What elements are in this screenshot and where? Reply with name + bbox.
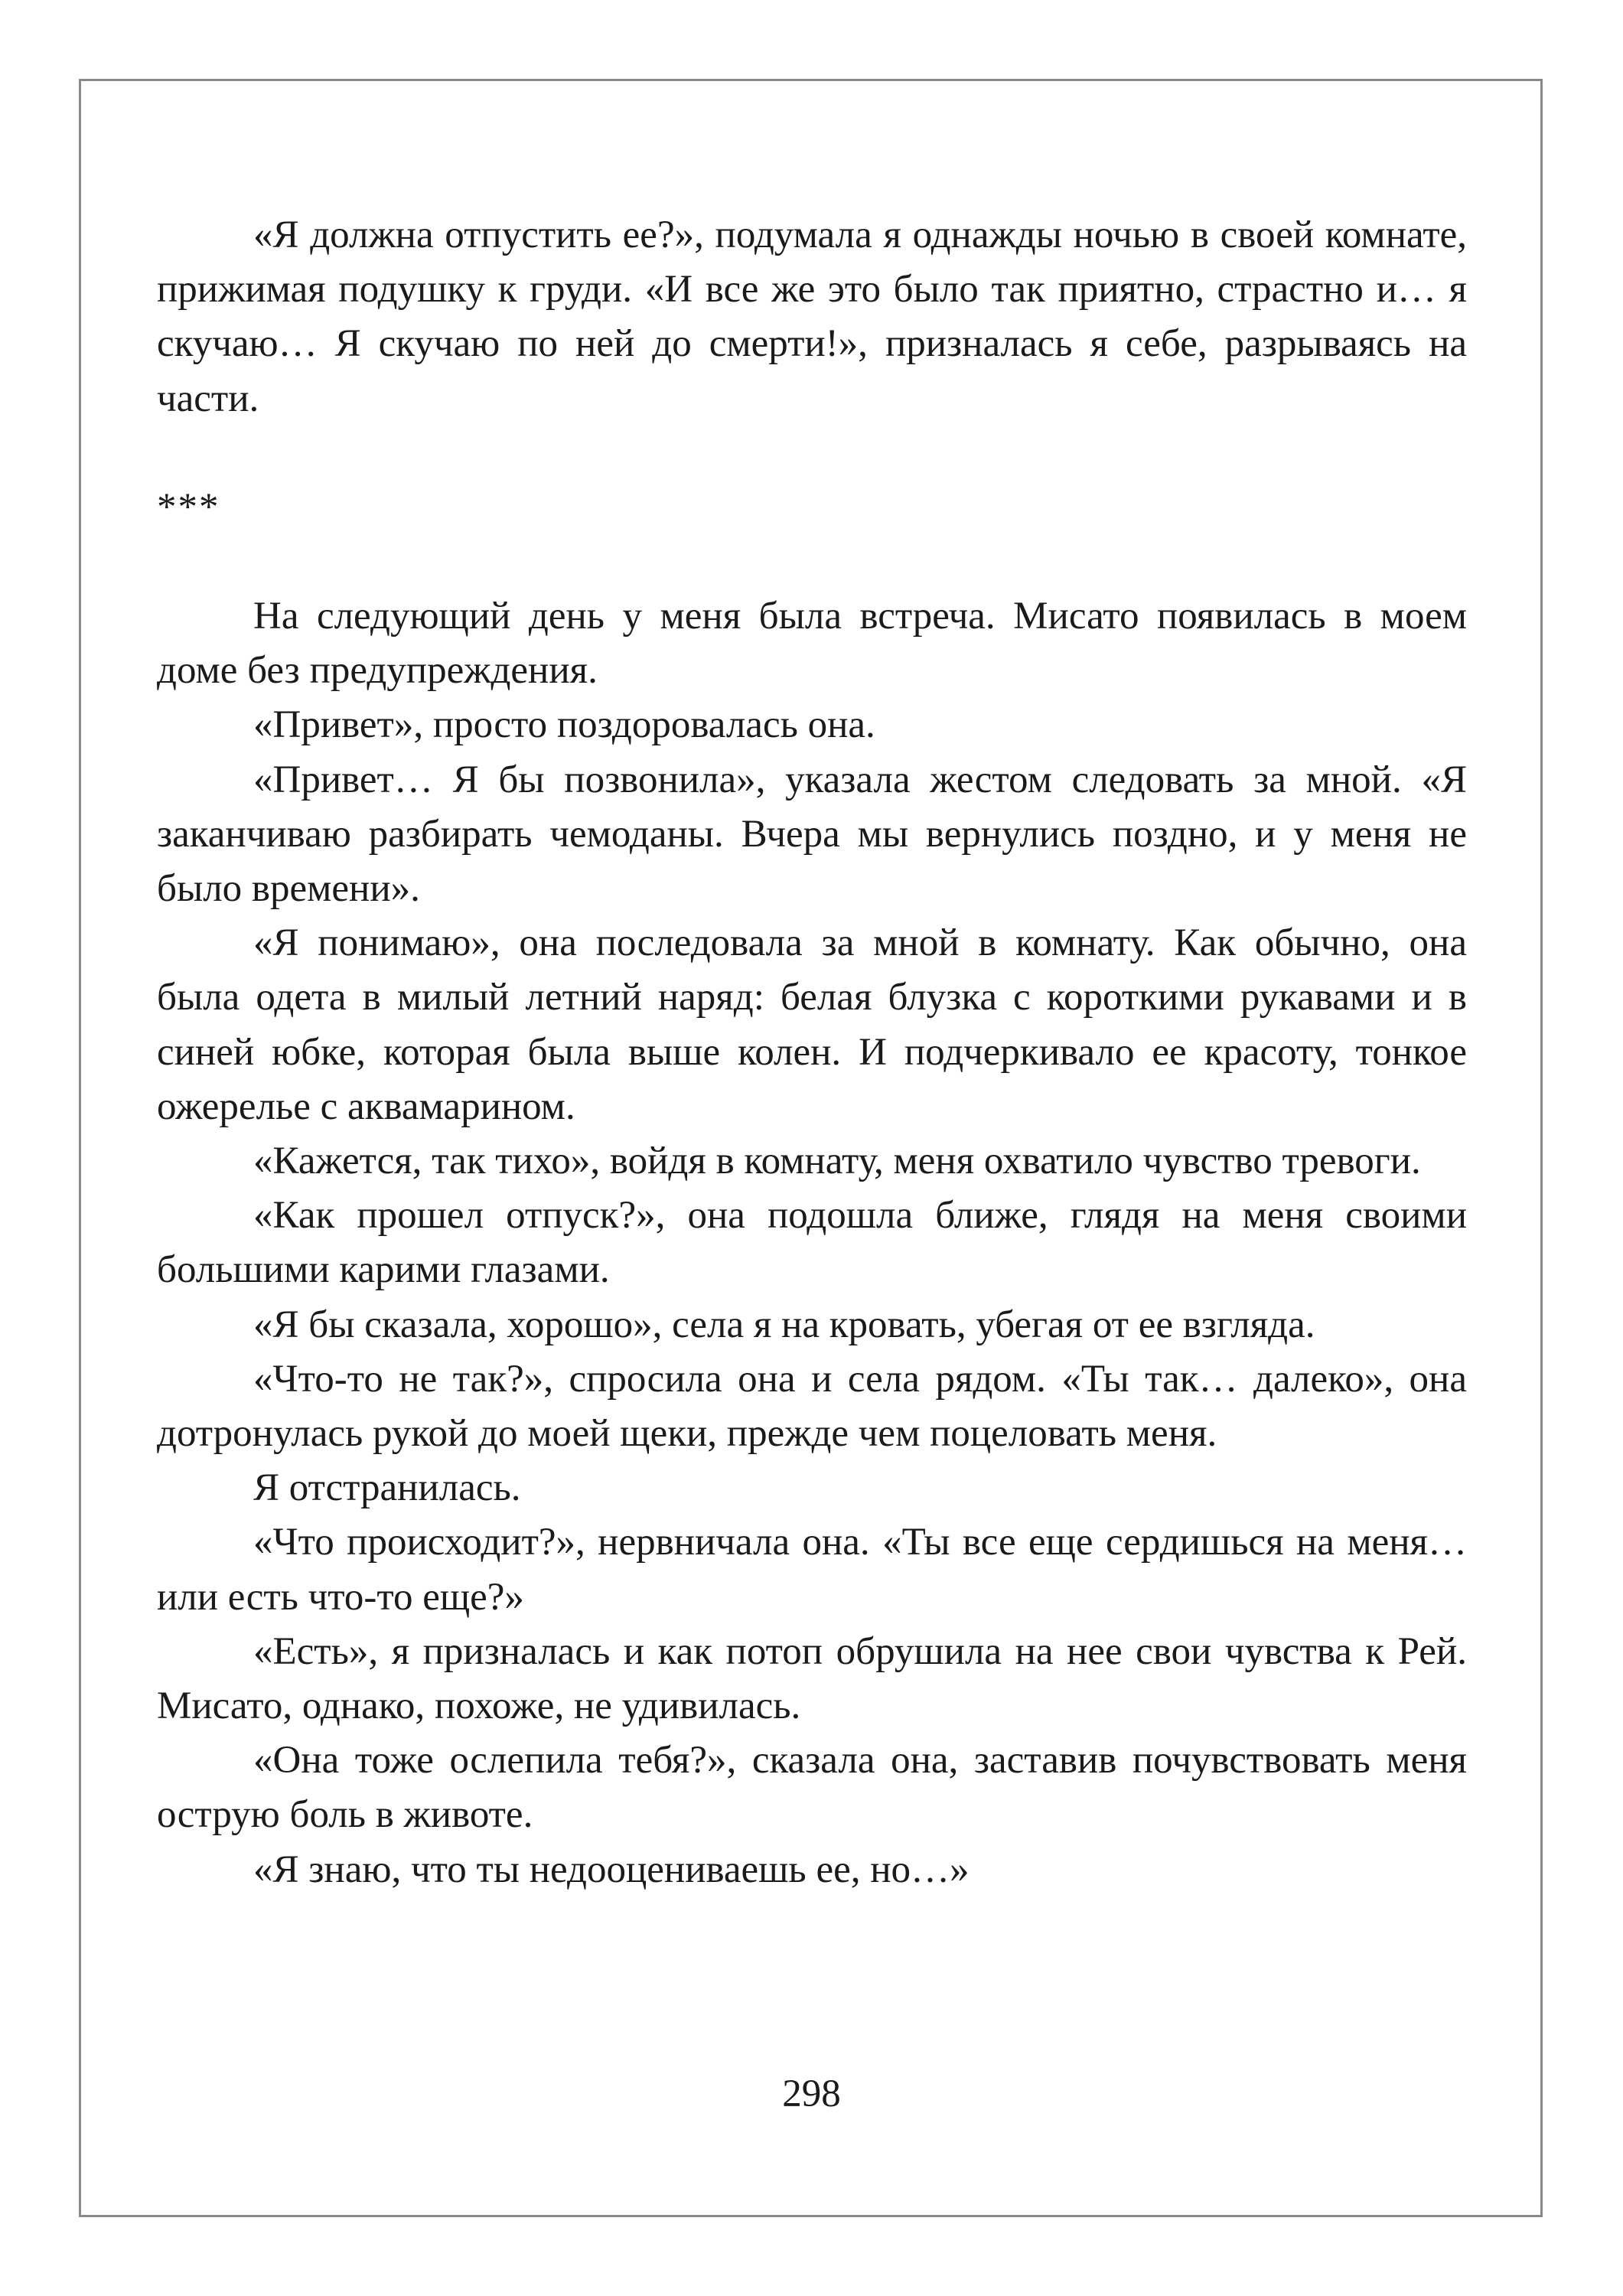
paragraph: «Привет… Я бы позвонила», указала жестом следовать за мной. «Я заканчиваю разбирать чемоданы. Вчера мы вернулись поздно, и у меня не было времени».	[157, 758, 1467, 911]
paragraph: «Я знаю, что ты недооцениваешь ее, но…»	[253, 1848, 970, 1891]
paragraph: «Есть», я призналась и как потоп обрушила на нее свои чувства к Рей. Мисато, однако, похоже, не удивилась.	[157, 1629, 1467, 1728]
paragraph: «Я понимаю», она последовала за мной в комнату. Как обычно, она была одета в милый летний наряд: белая блузка с короткими рукавами и в синей юбке, которая была выше колен. И подчеркивало ее красоту, тонкое ожерелье с аквамарином.	[157, 921, 1467, 1128]
paragraph: На следующий день у меня была встреча. Мисато появилась в моем доме без предупреждения.	[157, 595, 1467, 693]
page-number: 298	[782, 2073, 841, 2115]
paragraph: «Я должна отпустить ее?», подумала я однажды ночью в своей комнате, прижимая подушку к груди. «И все же это было так приятно, страстно и… я скучаю… Я скучаю по ней до смерти!», призналась я себе, разрываясь на части.	[157, 214, 1467, 420]
paragraph: «Как прошел отпуск?», она подошла ближе, глядя на меня своими большими карими глазами.	[157, 1194, 1467, 1292]
body-text	[157, 208, 1467, 1897]
paragraph: «Что происходит?», нервничала она. «Ты все еще сердишься на меня… или есть что-то еще?»	[157, 1521, 1467, 1619]
paragraph: «Я бы сказала, хорошо», села я на кровать, убегая от ее взгляда.	[253, 1303, 1315, 1346]
section-separator: ***	[157, 485, 220, 529]
paragraph: «Кажется, так тихо», войдя в комнату, меня охватило чувство тревоги.	[253, 1140, 1421, 1183]
paragraph: «Что-то не так?», спросила она и села рядом. «Ты так… далеко», она дотронулась рукой до моей щеки, прежде чем поцеловать меня.	[157, 1357, 1467, 1456]
paragraph: Я отстранилась.	[253, 1466, 521, 1510]
paragraph: «Она тоже ослепила тебя?», сказала она, заставив почувствовать меня острую боль в животе.	[157, 1739, 1467, 1837]
paragraph: «Привет», просто поздоровалась она.	[253, 703, 875, 747]
